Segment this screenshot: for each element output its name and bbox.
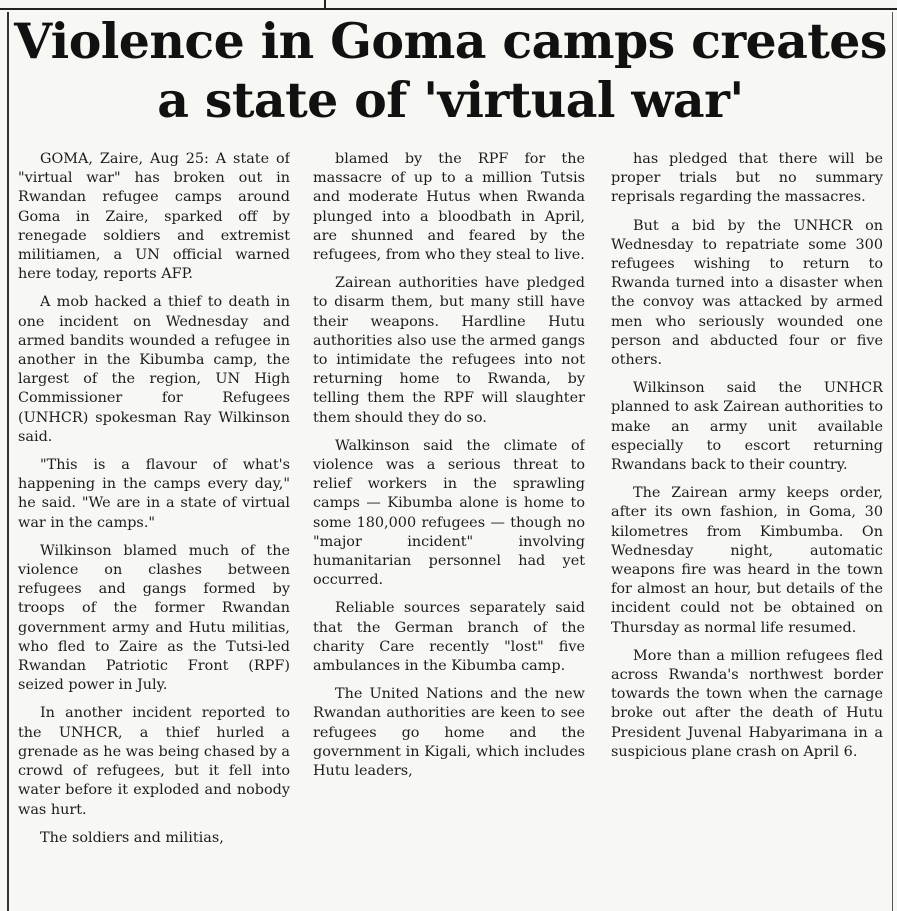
article-paragraph: The Zairean army keeps order, after its own fashion, in Goma, 30 kilometres from Kimbumba. On Wednesday night, automatic weapons fire was heard in the town for almost an hour, but details of the incident could not be obtained on Thursday as normal life resumed. (611, 485, 883, 636)
article-paragraph: The soldiers and militias, (40, 829, 224, 846)
top-border-rule (0, 0, 897, 10)
top-border-tab (318, 0, 326, 10)
article-paragraph: A mob hacked a thief to death in one incident on Wednesday and armed bandits wounded a refugee in another in the Kibumba camp, the largest of the region, UN High Commissioner for Refugees (UNHCR) spokesman Ray Wilkinson said. (18, 294, 290, 445)
article-paragraph: has pledged that there will be proper trials but no summary reprisals regarding the massacres. (611, 151, 883, 206)
article-paragraph: Wilkinson blamed much of the violence on clashes between refugees and gangs formed by troops of the former Rwandan government army and Hutu militias, who fled to Zaire as the Tutsi-led Rwandan Patriotic Front (RPF) seized power in July. (18, 542, 290, 694)
article-paragraph: Wilkinson said the UNHCR planned to ask Zairean authorities to make an army unit available especially to escort returning Rwandans back to their country. (611, 380, 883, 474)
article-paragraph: In another incident reported to the UNHCR, a thief hurled a grenade as he was being chased by a crowd of refugees, but it fell into water before it exploded and nobody was hurt. (18, 705, 290, 818)
article-headline: Violence in Goma camps creates a state of 'virtual war' (14, 12, 887, 129)
article-paragraph: But a bid by the UNHCR on Wednesday to repatriate some 300 refugees wishing to return to Rwanda turned into a disaster when the convoy was attacked by armed men who seriously wounded one person and abducted four or five others. (611, 217, 883, 369)
article-paragraph: "This is a flavour of what's happening in the camps every day," he said. "We are in a state of virtual war in the camps." (18, 457, 290, 531)
article-paragraph: The United Nations and the new Rwandan authorities are keen to see refugees go home and the government in Kigali, which includes Hutu leaders, (313, 686, 585, 780)
right-border-rule (892, 12, 893, 911)
article-paragraph: More than a million refugees fled across Rwanda's northwest border towards the town when the carnage broke out after the death of Hutu President Juvenal Habyarimana in a suspicious plane crash on April 6. (611, 647, 883, 760)
article-column-3 (611, 150, 883, 906)
left-border-rule (7, 12, 9, 911)
article-column-1 (18, 150, 290, 906)
article-paragraph: Walkinson said the climate of violence was a serious threat to relief workers in the sprawling camps — Kibumba alone is home to some 180,000 refugees — though no "major incident" involving humanitarian personnel had yet occurred. (313, 437, 585, 589)
article-paragraph: Reliable sources separately said that the German branch of the charity Care recently "lost" five ambulances in the Kibumba camp. (313, 600, 585, 675)
article-column-2 (313, 150, 585, 906)
article-paragraph: GOMA, Zaire, Aug 25: A state of "virtual war" has broken out in Rwandan refugee camps around Goma in Zaire, sparked off by renegade soldiers and extremist militiamen, a UN official warned here today, reports AFP. (18, 151, 290, 283)
article-paragraph: blamed by the RPF for the massacre of up to a million Tutsis and moderate Hutus when Rwanda plunged into a bloodbath in April, are shunned and feared by the refugees, from who they steal to live. (313, 151, 585, 264)
article-paragraph: Zairean authorities have pledged to disarm them, but many still have their weapons. Hardline Hutu authorities also use the armed gangs to intimidate the refugees into not returning home to Rwanda, by telling them the RPF will slaughter them should they do so. (313, 275, 585, 426)
